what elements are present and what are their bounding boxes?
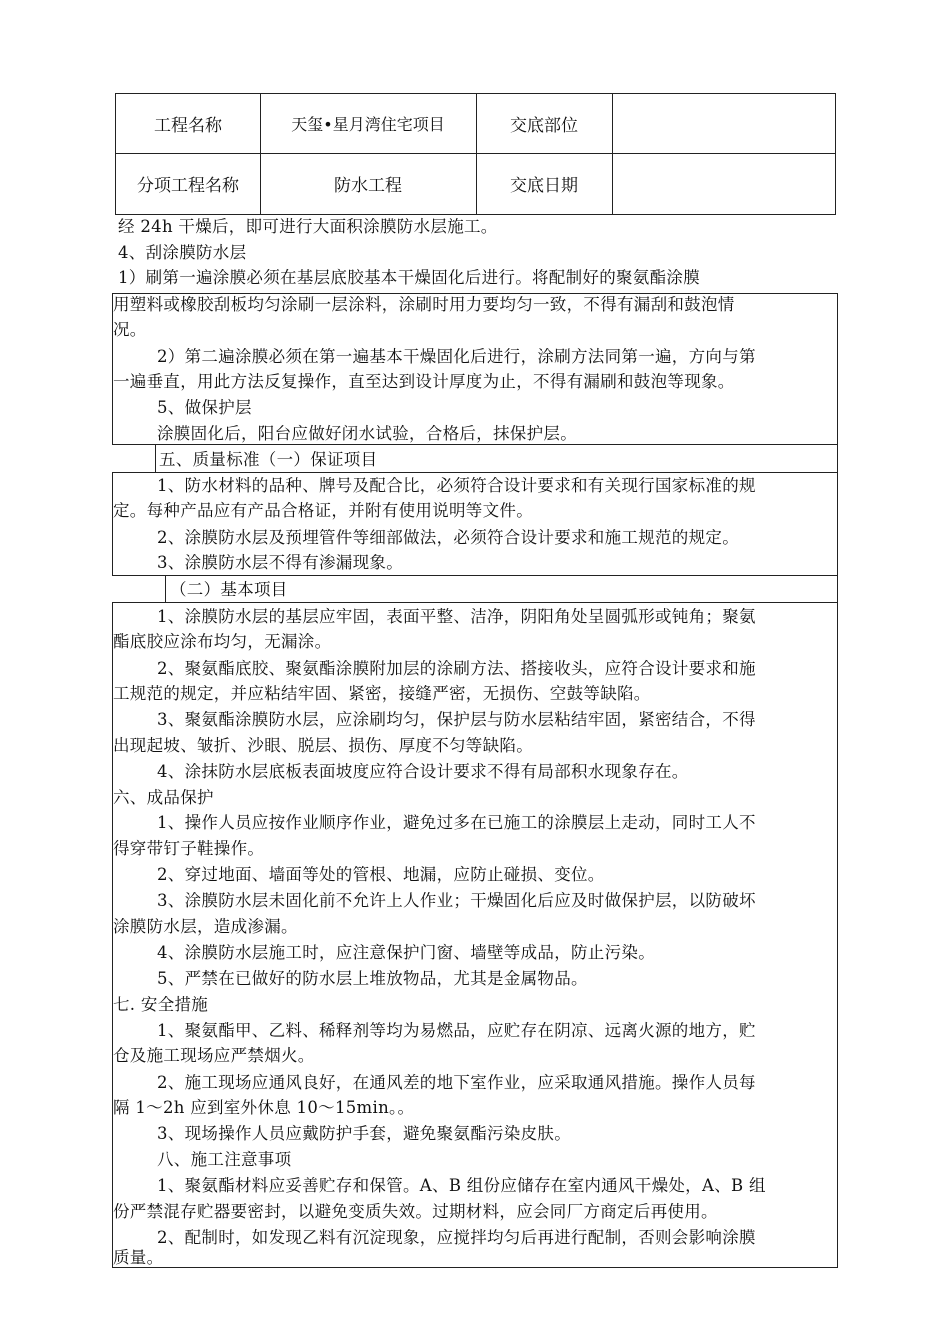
text-line: 涂膜固化后，阳台应做好闭水试验，合格后，抹保护层。 [157,424,577,443]
text-line: 工规范的规定，并应粘结牢固、紧密，接缝严密，无损伤、空鼓等缺陷。 [113,684,651,703]
text-line: 隔 1～2h 应到室外休息 10～15min。。 [113,1098,415,1117]
text-line: 经 24h 干燥后，即可进行大面积涂膜防水层施工。 [118,217,498,236]
box-divider [165,576,166,602]
text-line: 定。每种产品应有产品合格证，并附有使用说明等文件。 [113,501,533,520]
text-line: 3、现场操作人员应戴防护手套，避免聚氨酯污染皮肤。 [157,1124,571,1143]
label-project-name: 工程名称 [154,116,222,136]
text-line: 1、聚氨酯材料应妥善贮存和保管。A、B 组份应储存在室内通风干燥处，A、B 组 [157,1176,766,1195]
label-handover-location: 交底部位 [510,116,578,136]
text-line: 2、穿过地面、墙面等处的管根、地漏，应防止碰损、变位。 [157,865,605,884]
text-line: 一遍垂直，用此方法反复操作，直至达到设计厚度为止，不得有漏刷和鼓泡等现象。 [113,372,735,391]
value-project-name: 天玺•星月湾住宅项目 [291,115,445,134]
text-line: 1、操作人员应按作业顺序作业，避免过多在已施工的涂膜层上走动，同时工人不 [157,813,756,832]
section-heading: 八、施工注意事项 [157,1150,292,1169]
header-table [115,93,836,215]
text-line: 份严禁混存贮器要密封，以避免变质失效。过期材料，应会同厂方商定后再使用。 [113,1202,718,1221]
text-line: 2、配制时，如发现乙料有沉淀现象，应搅拌均匀后再进行配制，否则会影响涂膜 [157,1228,756,1247]
text-line: 1、涂膜防水层的基层应牢固，表面平整、洁净，阴阳角处呈圆弧形或钝角；聚氨 [157,607,756,626]
section-heading: 六、成品保护 [113,788,214,807]
text-line: 3、涂膜防水层不得有渗漏现象。 [157,553,403,572]
text-line: 3、涂膜防水层未固化前不允许上人作业；干燥固化后应及时做保护层，以防破坏 [157,891,756,910]
text-line: 2、施工现场应通风良好，在通风差的地下室作业，应采取通风措施。操作人员每 [157,1073,756,1092]
box-divider [837,576,838,602]
value-subproject-name: 防水工程 [334,176,402,196]
section-heading: （二）基本项目 [170,580,288,599]
text-line: 4、涂膜防水层施工时，应注意保护门窗、墙壁等成品，防止污染。 [157,943,655,962]
text-line: 3、聚氨酯涂膜防水层，应涂刷均匀，保护层与防水层粘结牢固，紧密结合，不得 [157,710,756,729]
text-line: 2）第二遍涂膜必须在第一遍基本干燥固化后进行，涂刷方法同第一遍，方向与第 [157,347,756,366]
section-heading: 5、做保护层 [157,398,252,417]
section-heading: 4、刮涂膜防水层 [118,243,247,262]
text-line: 1、聚氨酯甲、乙料、稀释剂等均为易燃品，应贮存在阴凉、远离火源的地方，贮 [157,1021,756,1040]
text-line: 得穿带钉子鞋操作。 [113,839,265,858]
section-heading: 七. 安全措施 [113,995,209,1014]
box-divider [837,445,838,472]
value-handover-location [612,94,835,153]
text-line: 1）刷第一遍涂膜必须在基层底胶基本干燥固化后进行。将配制好的聚氨酯涂膜 [118,268,700,287]
text-line: 涂膜防水层，造成渗漏。 [113,917,298,936]
text-line: 4、涂抹防水层底板表面坡度应符合设计要求不得有局部积水现象存在。 [157,762,689,781]
text-line: 质量。 [113,1248,164,1267]
label-subproject-name: 分项工程名称 [137,176,239,196]
text-line: 2、涂膜防水层及预埋管件等细部做法，必须符合设计要求和施工规范的规定。 [157,528,739,547]
value-handover-date [612,153,835,214]
text-line: 仓及施工现场应严禁烟火。 [113,1046,315,1065]
text-line: 2、聚氨酯底胶、聚氨酯涂膜附加层的涂刷方法、搭接收头，应符合设计要求和施 [157,659,756,678]
text-line: 用塑料或橡胶刮板均匀涂刷一层涂料，涂刷时用力要均匀一致，不得有漏刮和鼓泡情 [113,295,735,314]
text-line: 酯底胶应涂布均匀，无漏涂。 [113,632,332,651]
text-line: 况。 [113,320,147,339]
text-line: 1、防水材料的品种、牌号及配合比，必须符合设计要求和有关现行国家标准的规 [157,476,756,495]
box-divider [155,445,156,472]
text-line: 5、严禁在已做好的防水层上堆放物品，尤其是金属物品。 [157,969,588,988]
section-heading: 五、质量标准（一）保证项目 [159,450,378,469]
text-line: 出现起坡、皱折、沙眼、脱层、损伤、厚度不匀等缺陷。 [113,736,533,755]
label-handover-date: 交底日期 [510,176,578,196]
